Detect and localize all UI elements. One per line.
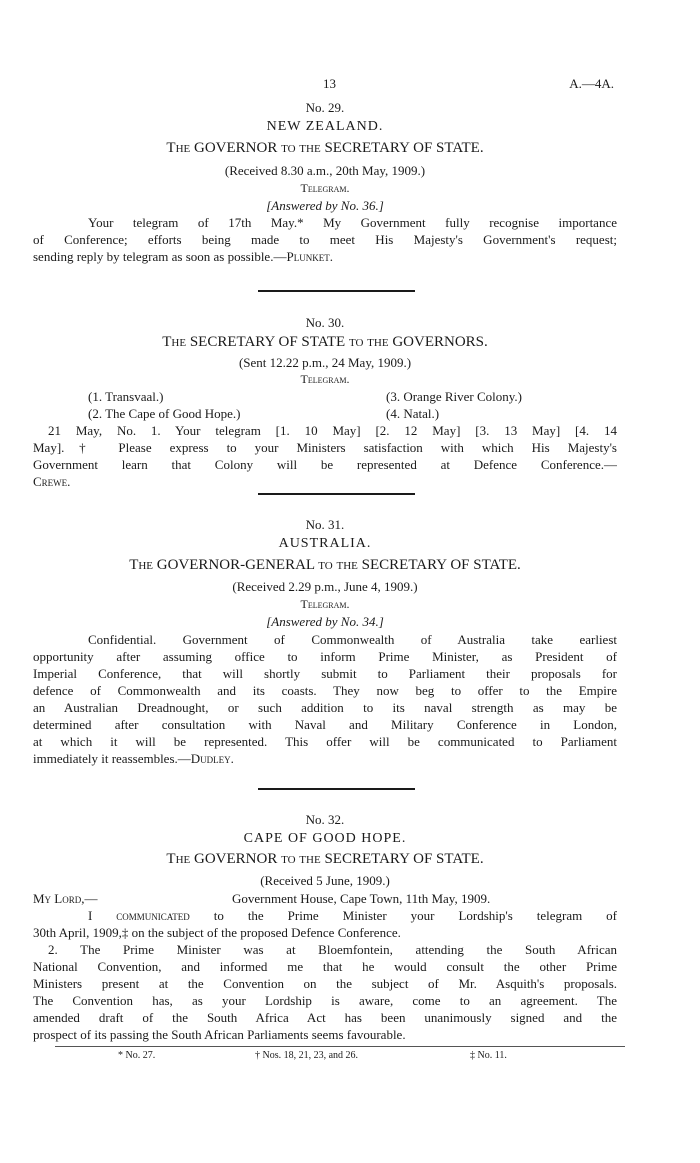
doc31-number: No. 31. [305, 517, 345, 532]
doc32-line-3: 2. The Prime Minister was at Bloemfontein, attending the South African [48, 942, 617, 957]
doc32-line-5: Ministers present at the Convention on the subject of Mr. Asquith's proposals. [33, 976, 617, 991]
doc32-received: (Received 5 June, 1909.) [260, 873, 390, 888]
doc30-kind: Telegram. [300, 372, 350, 386]
doc32-address: Government House, Cape Town, 11th May, 1909. [232, 891, 491, 906]
page-header [0, 76, 700, 96]
doc31-signature: Dudley. [190, 751, 234, 766]
doc29-line-2: of Conference; efforts being made to meet His Majesty's Government's request; [33, 232, 617, 247]
doc30-list-2: (2. The Cape of Good Hope.) [88, 406, 241, 421]
doc30-list-3: (3. Orange River Colony.) [386, 389, 522, 404]
doc30-from-to: The SECRETARY OF STATE to the GOVERNORS. [162, 334, 488, 350]
footnote-rule [55, 1046, 625, 1047]
doc30-list-4: (4. Natal.) [386, 406, 440, 421]
doc30-line-2: May].† Please express to your Ministers satisfaction with which His Majesty's [33, 440, 617, 455]
doc31-kind: Telegram. [300, 597, 350, 611]
page-number: 13 [323, 76, 336, 91]
doc32-from-to: The GOVERNOR to the SECRETARY OF STATE. [166, 851, 484, 867]
doc30-line-1: 21 May, No. 1. Your telegram [1. 10 May] [2. 12 May] [3. 13 May] [4. 14 [48, 423, 617, 438]
document-reference: A.—4A. [569, 76, 614, 91]
doc31-received: (Received 2.29 p.m., June 4, 1909.) [232, 579, 418, 594]
doc30-signature: Crewe. [33, 474, 71, 489]
doc31-line-1: Confidential. Government of Commonwealth of Australia take earliest [88, 632, 617, 647]
doc30-sent: (Sent 12.22 p.m., 24 May, 1909.) [238, 355, 412, 370]
doc30-list-1: (1. Transvaal.) [88, 389, 164, 404]
section-divider [258, 788, 415, 790]
doc32-line-7: amended draft of the South Africa Act has been unanimously signed and the [33, 1010, 617, 1025]
footnote-2: † Nos. 18, 21, 23, and 26. [255, 1050, 359, 1061]
doc31-from-to: The GOVERNOR-GENERAL to the SECRETARY OF STATE. [129, 557, 521, 573]
doc32-line-6: The Convention has, as your Lordship is aware, come to an agreement. The [33, 993, 617, 1008]
doc29-line-1: Your telegram of 17th May.* My Government fully recognise importance [88, 215, 617, 230]
doc32-number: No. 32. [305, 812, 345, 827]
doc29-answered: [Answered by No. 36.] [266, 198, 384, 213]
doc30-line-3: Government learn that Colony will be represented at Defence Conference.— [33, 457, 617, 472]
footnote-3: ‡ No. 11. [470, 1050, 507, 1061]
doc29-from-to: The GOVERNOR to the SECRETARY OF STATE. [166, 140, 484, 156]
doc32-salutation: My Lord,— [33, 891, 98, 906]
doc32-line-2: 30th April, 1909,‡ on the subject of the proposed Defence Conference. [33, 925, 401, 940]
doc31-line-5: an Australian Dreadnought, or such addition to its naval strength as may be [33, 700, 617, 715]
doc31-line-3: Imperial Conference, that will shortly submit to Parliament their proposals for [33, 666, 617, 681]
doc32-place: CAPE OF GOOD HOPE. [243, 831, 407, 846]
doc29-received: (Received 8.30 a.m., 20th May, 1909.) [224, 163, 426, 178]
doc31-line-8: immediately it reassembles.—Dudley. [33, 751, 234, 766]
doc31-place: AUSTRALIA. [278, 536, 372, 551]
section-divider [258, 493, 415, 495]
doc29-number: No. 29. [305, 100, 345, 115]
doc32-line-4: National Convention, and informed me that he would consult the other Prime [33, 959, 617, 974]
doc31-answered: [Answered by No. 34.] [266, 614, 384, 629]
doc30-number: No. 30. [305, 315, 345, 330]
section-divider [258, 290, 415, 292]
doc29-signature: Plunket. [286, 249, 333, 264]
doc29-line-3: sending reply by telegram as soon as possible.—Plunket. [33, 249, 333, 264]
doc29-place: NEW ZEALAND. [266, 119, 384, 134]
doc31-line-2: opportunity after assuming office to inform Prime Minister, as President of [33, 649, 617, 664]
doc31-line-4: defence of Commonwealth and its coasts. They now beg to offer to the Empire [33, 683, 617, 698]
doc32-line-8: prospect of its passing the South African Parliaments seems favourable. [33, 1027, 406, 1042]
footnote-1: * No. 27. [118, 1050, 156, 1061]
doc31-line-7: at which it will be represented. This offer will be communicated to Parliament [33, 734, 617, 749]
doc32-line-1: I communicated to the Prime Minister your Lordship's telegram of [88, 908, 617, 923]
doc29-kind: Telegram. [300, 181, 350, 195]
doc31-line-6: determined after consultation with Naval and Military Conference in London, [33, 717, 617, 732]
